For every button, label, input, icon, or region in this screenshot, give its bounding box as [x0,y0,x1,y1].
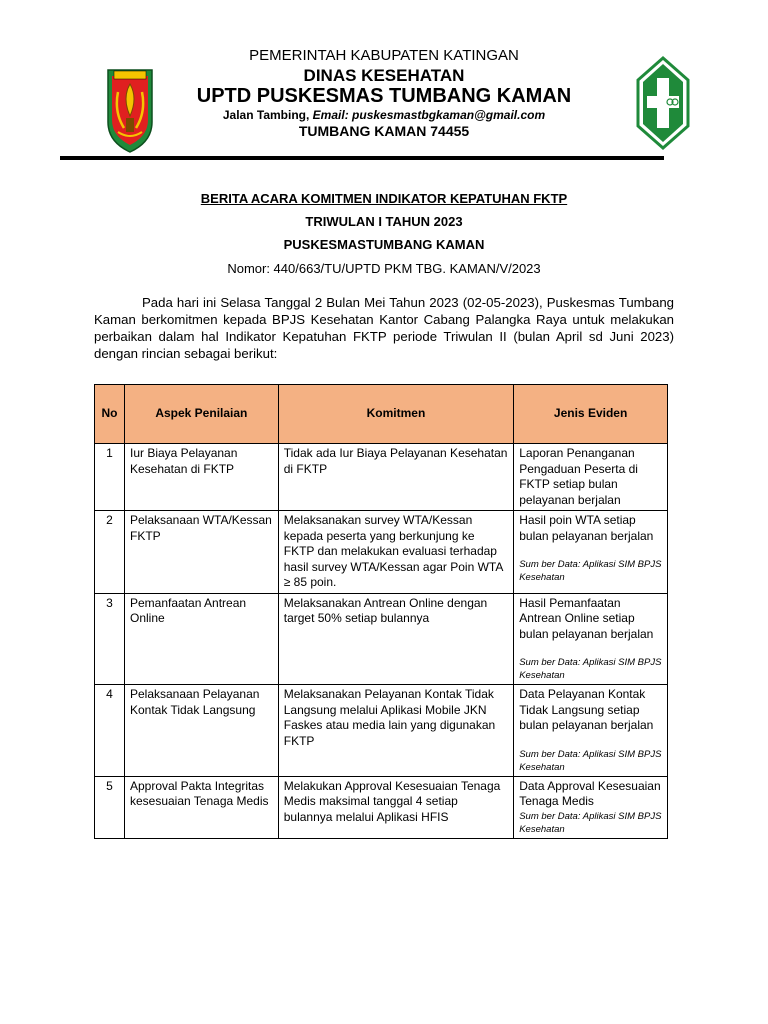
cell-komitmen: Melaksanakan Pelayanan Kontak Tidak Langsung melalui Aplikasi Mobile JKN Faskes atau media lain yang digunakan FKTP [278,685,513,777]
header-komitmen: Komitmen [278,385,513,444]
document-title-text: BERITA ACARA KOMITMEN INDIKATOR KEPATUHAN FKTP [200,191,568,206]
document-facility: PUSKESMASTUMBANG KAMAN [283,237,485,252]
header-no: No [95,385,125,444]
cell-aspek: Approval Pakta Integritas kesesuaian Tenaga Medis [124,776,278,838]
header-aspek: Aspek Penilaian [124,385,278,444]
eviden-text: Hasil poin WTA setiap bulan pelayanan berjalan [519,513,654,543]
cell-komitmen: Melaksanakan Antrean Online dengan target 50% setiap bulannya [278,593,513,685]
cell-komitmen: Melaksanakan survey WTA/Kessan kepada peserta yang berkunjung ke FKTP dan melakukan evaluasi terhadap hasil survey WTA/Kessan agar Poin WTA ≥ 85 poin. [278,511,513,594]
data-source-note: Sum ber Data: Aplikasi SIM BPJS Kesehatan [519,559,662,583]
table-header-row [95,385,668,444]
header-institution: UPTD PUSKESMAS TUMBANG KAMAN [196,85,572,107]
cell-eviden [514,511,668,594]
eviden-text: Data Approval Kesesuaian Tenaga Medis [519,778,661,808]
data-source-note: Sum ber Data: Aplikasi SIM BPJS Kesehatan [519,748,662,773]
email-text: puskesmastbgkaman@gmail.com [352,108,546,122]
eviden-text: Hasil Pemanfaatan Antrean Online setiap bulan pelayanan berjalan [519,595,654,641]
commitment-table [94,384,668,839]
document-number: Nomor: 440/663/TU/UPTD PKM TBG. KAMAN/V/2023 [227,261,541,276]
cell-no: 5 [95,776,125,838]
cell-no: 4 [95,685,125,777]
cell-komitmen: Melakukan Approval Kesesuaian Tenaga Medis maksimal tanggal 4 setiap bulannya melalui Aplikasi HFIS [278,776,513,838]
cell-no: 2 [95,511,125,594]
table-row [95,776,668,838]
cell-no: 1 [95,444,125,511]
header-government: PEMERINTAH KABUPATEN KATINGAN [249,47,519,64]
address-text: Jalan Tambing, [222,108,310,122]
eviden-text: Laporan Penanganan Pengaduan Peserta di FKTP setiap bulan pelayanan berjalan [519,446,638,507]
intro-paragraph: Pada hari ini Selasa Tanggal 2 Bulan Mei Tahun 2023 (02-05-2023), Puskesmas Tumbang Kaman berkomitmen kepada BPJS Kesehatan Kantor Cabang Palangka Raya untuk melakukan perbaikan dalam hal Indikator Kepatuhan FKTP periode Triwulan II (bulan April sd Juni 2023) dengan rincian sebagai berikut: [94,295,674,361]
cell-eviden [514,776,668,838]
header-eviden: Jenis Eviden [514,385,668,444]
email-label: Email: [312,108,349,122]
cell-eviden [514,444,668,511]
table-row [95,685,668,777]
cell-no: 3 [95,593,125,685]
data-source-note: Sum ber Data: Aplikasi SIM BPJS Kesehatan [519,810,662,835]
table-row [95,593,668,685]
document-period: TRIWULAN I TAHUN 2023 [305,214,463,229]
cell-eviden [514,593,668,685]
header-divider [60,156,664,160]
data-source-note: Sum ber Data: Aplikasi SIM BPJS Kesehatan [519,657,662,681]
table-row [95,444,668,511]
cell-eviden [514,685,668,777]
cell-komitmen: Tidak ada Iur Biaya Pelayanan Kesehatan di FKTP [278,444,513,511]
cell-aspek: Pemanfaatan Antrean Online [124,593,278,685]
cell-aspek: Pelaksanaan WTA/Kessan FKTP [124,511,278,594]
document-title [0,191,768,206]
eviden-text: Data Pelayanan Kontak Tidak Langsung setiap bulan pelayanan berjalan [519,687,654,732]
header-city: TUMBANG KAMAN 74455 [298,123,470,139]
cell-aspek: Pelaksanaan Pelayanan Kontak Tidak Langsung [124,685,278,777]
header-agency: DINAS KESEHATAN [303,66,465,85]
header-address [0,108,768,122]
cell-aspek: Iur Biaya Pelayanan Kesehatan di FKTP [124,444,278,511]
table-row [95,511,668,594]
